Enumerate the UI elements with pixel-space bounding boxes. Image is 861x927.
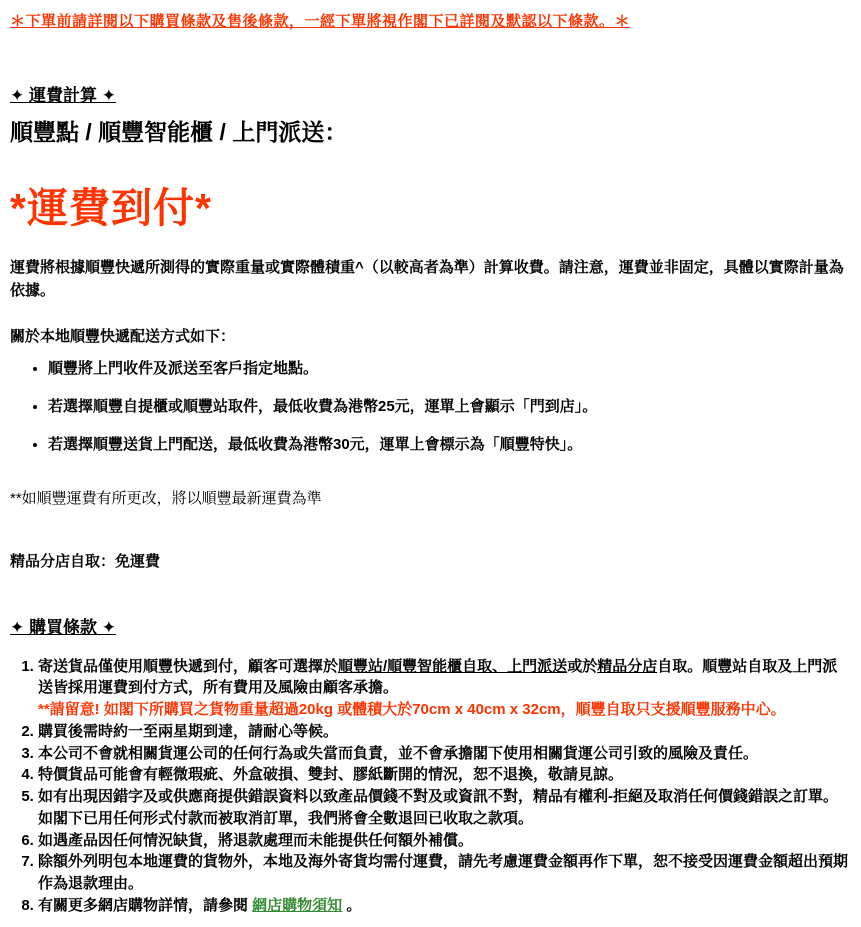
term-item-1	[38, 656, 849, 721]
delivery-option-door-pickup: • 順豐將上門收件及派送至客戶指定地點。	[48, 358, 849, 379]
term-1-text-c: 自取。順豐站自取及上門派送皆採用運費到付方式，所有費用及風險由顧客承擔。	[38, 657, 838, 697]
shipping-section-title: ✦ 運費計算 ✦	[10, 86, 116, 105]
term-item-7: 7. 除額外列明包本地運費的貨物外，本地及海外寄貨均需付運費，請先考慮運費金額再作下單，恕不接受因運費金額超出預期作為退款理由。	[38, 851, 849, 895]
term-1-store-underlined: 精品分店	[597, 657, 658, 675]
fee-calculation-intro: 運費將根據順豐快遞所測得的實際重量或實際體積重^（以較高者為準）計算收費。請注意，運費並非固定，具體以實際計量為依據。	[10, 259, 844, 300]
purchase-terms-list	[10, 656, 849, 917]
delivery-option-locker-station: • 若選擇順豐自提櫃或順豐站取件，最低收費為港幣25元，運單上會顯示「門到店」。	[48, 396, 849, 417]
term-8-suffix: 。	[342, 896, 362, 914]
term-item-3: 3. 本公司不會就相關貨運公司的任何行為或失當而負責，並不會承擔閣下使用相關貨運公司引致的風險及責任。	[38, 743, 849, 765]
shipping-methods-subtitle: 順豐點 / 順豐智能櫃 / 上門派送：	[10, 119, 348, 145]
weight-size-limit-warning: **請留意! 如閣下所購買之貨物重量超過20kg 或體積大於70cm x 40cm x 32cm，順豐自取只支援順豐服務中心。	[38, 701, 786, 718]
term-item-5: 5. 如有出現因錯字及或供應商提供錯誤資料以致產品價錢不對及或資訊不對，精品有權利-拒絕及取消任何價錢錯誤之訂單。如閣下已用任何形式付款而被取消訂單，我們將會全數退回已收取之款項。	[38, 786, 849, 830]
term-item-8	[38, 895, 849, 917]
term-8-prefix: 有關更多網店購物詳情，請參閱	[38, 896, 253, 914]
pre-order-notice: ＊下單前請詳閱以下購買條款及售後條款，一經下單將視作閣下已詳閱及默認以下條款。＊	[10, 13, 631, 30]
term-item-4: 4. 特價貨品可能會有輕微瑕疵、外盒破損、雙封、膠紙斷開的情況，恕不退換，敬請見諒。	[38, 764, 849, 786]
fee-change-note: **如順豐運費有所更改，將以順豐最新運費為準	[10, 489, 322, 507]
delivery-methods-intro: 關於本地順豐快遞配送方式如下：	[10, 327, 236, 345]
term-1-sf-pickup-underlined: 順豐站/順豐智能櫃自取、上門派送	[338, 657, 568, 675]
term-1-text-b: 或於	[567, 657, 598, 675]
term-1-text-a: 寄送貨品僅使用順豐快遞到付，顧客可選擇於	[38, 657, 339, 675]
freight-collect-highlight: *運費到付*	[10, 185, 212, 231]
store-pickup-free-note: 精品分店自取：免運費	[10, 552, 161, 570]
term-item-6: 6. 如遇產品因任何情況缺貨，將退款處理而未能提供任何額外補償。	[38, 830, 849, 852]
term-item-2: 2. 購買後需時約一至兩星期到達，請耐心等候。	[38, 721, 849, 743]
shop-guide-link[interactable]: 網店購物須知	[252, 896, 343, 914]
delivery-options-list	[10, 358, 849, 455]
delivery-option-home-delivery: • 若選擇順豐送貨上門配送，最低收費為港幣30元，運單上會標示為「順豐特快」。	[48, 434, 849, 455]
purchase-terms-title: ✦ 購買條款 ✦	[10, 617, 116, 637]
